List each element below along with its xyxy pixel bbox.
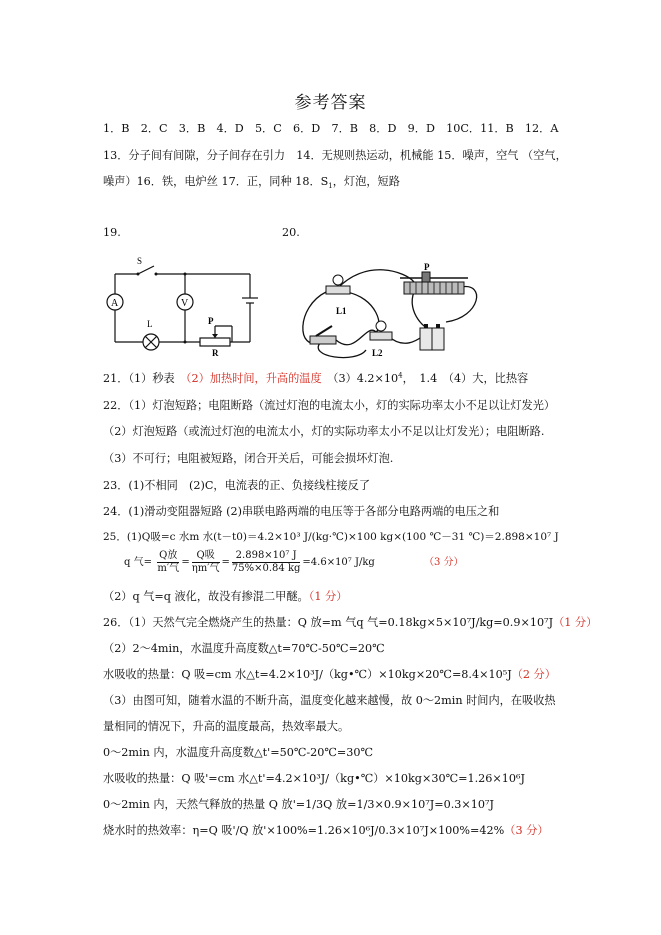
answer-25-2: （2）q 气=q 液化，故没有掺混二甲醚。（1 分） bbox=[103, 590, 348, 603]
page-title: 参考答案 bbox=[294, 93, 367, 113]
slider-p-label: P bbox=[424, 262, 430, 272]
answer-26-2: （2）2～4min，水温度升高度数△t=70℃-50℃=20℃ bbox=[103, 642, 385, 655]
answers-16-18: 噪声）16．铁，电炉丝 17．正，同种 18．$S_1$，灯泡，短路 bbox=[103, 175, 400, 191]
circuit-diagram-20 bbox=[296, 262, 486, 364]
answer-21: 21．（1）秒表 （2）加热时间，升高的温度 $(3)4.2\times 10^4$， 1.4 （4）大，比热容 bbox=[103, 371, 529, 385]
answer-22-3: （3）不可行；电阻被短路，闭合开关后，可能会损坏灯泡. bbox=[103, 452, 394, 465]
answer-26-3: 水吸收的热量：Q 吸=cm 水△t=4.2×10³J/（kg•℃）×10kg×20℃=8.4×10⁵J（2 分） bbox=[103, 668, 556, 681]
ammeter-label: A bbox=[111, 298, 119, 309]
answers-1-12: 1．B 2．C 3．B 4．D 5．C 6．D 7．B 8．D 9．D 10C．11．B 12．A bbox=[103, 122, 559, 135]
answer-24: 24．(1)滑动变阻器短路 (2)串联电路两端的电压等于各部分电路两端的电压之和 bbox=[103, 505, 500, 518]
answer-26-7: 水吸收的热量：Q 吸'=cm 水△t'=4.2×10³J/（kg•℃）×10kg×30℃=1.26×10⁶J bbox=[103, 772, 525, 785]
question-20-label: 20. bbox=[282, 226, 300, 239]
answer-26-5: 量相同的情况下，升高的温度最高，热效率最大。 bbox=[103, 720, 350, 733]
lamp-l2-label: L2 bbox=[372, 348, 383, 358]
lamp-l1-figure bbox=[326, 275, 350, 294]
question-19-label: 19. bbox=[103, 226, 121, 239]
answer-25-1: 25．(1)Q吸=c 水m 水(t－t0)＝4.2×10³ J/(kg·℃)×100 kg×(100 ℃－31 ℃)＝2.898×10⁷ J bbox=[103, 531, 559, 543]
answer-25-formula: q 气= $\frac{\text{Q放}}{\text{m′气}}$ = $\frac{\text{Q吸}}{\text{ηm′气}}$ = $\frac{\text{2.898×10⁷ J}}{75\%\times 0.84 kg}$ =4.6×10⁷ J/kg （3 分） bbox=[124, 550, 464, 574]
voltmeter-label: V bbox=[181, 298, 189, 309]
answer-26-8: 0～2min 内，天然气释放的热量 Q 放'=1/3Q 放=1/3×0.9×10⁷J=0.3×10⁷J bbox=[103, 798, 494, 811]
rheostat-slider bbox=[212, 334, 218, 338]
battery-figure bbox=[420, 324, 444, 350]
answer-26-6: 0～2min 内，水温度升高度数△t'=50℃-20℃=30℃ bbox=[103, 746, 374, 759]
answer-22-2: （2）灯泡短路（或流过灯泡的电流太小，灯的实际功率太小不足以让灯发光）；电阻断路. bbox=[103, 425, 545, 438]
rheostat-label: R bbox=[212, 348, 219, 356]
answers-13-15: 13．分子间有间隙，分子间存在引力 14．无规则热运动，机械能 15．噪声，空气 （空气， bbox=[103, 149, 567, 162]
switch-figure bbox=[310, 326, 336, 344]
circuit-diagram-19 bbox=[100, 256, 270, 356]
answer-26-9: 烧水时的热效率：η=Q 吸'/Q 放'×100%=1.26×10⁶J/0.3×10⁷J×100%=42%（3 分） bbox=[103, 824, 549, 837]
slide-rheostat-figure bbox=[400, 272, 468, 294]
rheostat-p-label: P bbox=[208, 316, 214, 326]
answer-26-4: （3）由图可知，随着水温的不断升高，温度变化越来越慢，故 0～2min 时间内，在吸收热 bbox=[103, 694, 556, 707]
answer-26-1: 26．（1）天然气完全燃烧产生的热量：Q 放=m 气q 气=0.18kg×5×10⁷J/kg=0.9×10⁷J（1 分） bbox=[103, 616, 598, 629]
switch-label: S bbox=[137, 256, 143, 266]
answer-22-1: 22．（1）灯泡短路；电阻断路（流过灯泡的电流太小，灯的实际功率太小不足以让灯发光） bbox=[103, 399, 556, 412]
lamp-l1-label: L1 bbox=[336, 306, 347, 316]
lamp-label: L bbox=[147, 319, 153, 329]
answer-23: 23．(1)不相同 (2)C，电流表的正、负接线柱接反了 bbox=[103, 479, 371, 492]
